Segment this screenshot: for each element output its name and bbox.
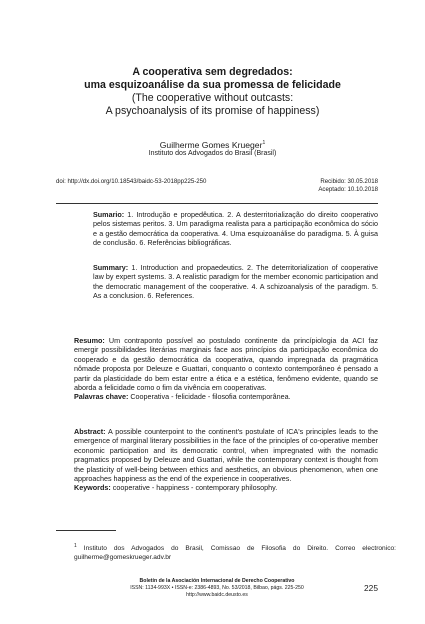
article-dates — [318, 178, 378, 194]
author-footnote-mark[interactable]: 1 — [262, 140, 266, 146]
journal-name: Boletín de la Asociación Internacional de Derecho Cooperativo — [139, 578, 295, 584]
resumo-keywords-text: Cooperativa - felicidade - filosofia contemporânea. — [128, 392, 291, 402]
journal-issn: ISSN: 1134-993X • ISSN-e: 2386-4893, No. 53/2018, Bilbao, págs. 225-250 — [130, 584, 304, 591]
received-date: Recibido: 30.05.2018 — [320, 178, 378, 185]
footnote — [56, 542, 396, 562]
summary-es — [75, 210, 378, 248]
resumo-text: Um contraponto possível ao postulado continente da princípiologia da ACI faz emergir possibilidades literárias marginais face aos princípios da participação econômica do cooperado e da gestão democrática da cooperativa, quando impregnada da pragmática nômade proposta por Deleuze e Guattari, conquanto o contexto contemporâneo é pensado a partir da plasticidade do bem estar entre a ética e a estética, fenômeno evidente, quando se aborda a felicidade como o fim da vivência em cooperativas. — [74, 336, 378, 393]
title-en-line-2: A psychoanalysis of its promise of happiness) — [105, 105, 320, 117]
abstract-keywords-label: Keywords: — [74, 483, 111, 493]
title-es-line-2: uma esquizoanálise da sua promessa de felicidade — [84, 79, 341, 91]
summary-en-text: 1. Introduction and propaedeutics. 2. The deterritorialization of cooperative law by expert systems. 3. A realistic paradigm for the member economic participation and the democratic management of the cooperative. 4. A schizoanalysis of the paradigm. 5. As a conclusion. 6. References. — [93, 263, 378, 301]
summary-es-text: 1. Introdução e propedêutica. 2. A desterritorialização do direito cooperativo pelos sistemas peritos. 3. Um paradigma realista para a participação econômica do sócio e a gestão democrática da cooperativa. 4. Uma esquizoanálise do paradigma. 5. À guisa de conclusão. 6. Referências bibliográficas. — [93, 210, 378, 248]
footnote-divider — [56, 530, 116, 531]
header-divider — [56, 203, 378, 204]
abstract-keywords-text: cooperative - happiness - contemporary philosophy. — [110, 483, 278, 493]
resumo-label: Resumo: — [74, 336, 105, 345]
title-en-line-1: (The cooperative without outcasts: — [131, 92, 294, 104]
doi-link[interactable]: doi: http://dx.doi.org/10.18543/baidc-53-2018pp225-250 — [56, 178, 207, 185]
page-number: 225 — [364, 583, 378, 593]
abstract-block — [56, 427, 378, 493]
journal-url[interactable]: http://www.baidc.deusto.es — [186, 591, 248, 598]
resumo-keywords — [56, 392, 378, 401]
summary-es-label: Sumario: — [93, 210, 125, 219]
author-affiliation: Instituto dos Advogados do Brasil (Brasil) — [148, 150, 277, 157]
accepted-date: Aceptado: 10.10.2018 — [318, 186, 378, 193]
summary-en-label: Summary: — [93, 263, 129, 272]
author-name: Guilherme Gomes Krueger — [159, 139, 263, 150]
article-title — [40, 66, 385, 118]
journal-footer — [56, 578, 378, 598]
abstract-paragraph — [56, 427, 378, 483]
abstract-text: A possible counterpoint to the continent's postulate of ICA's principles leads to the emergence of marginal literary possibilities in the face of the principles of co-operative member economic participation and its democratic control, when impregnated with the nomadic pragmatics proposed by Deleuze and Guattari, while the contemporary context is thought from the plasticity of well-being between ethics and aesthetics, an obvious phenomenon, when one approaches happiness as the end of the experience in cooperatives. — [74, 427, 378, 484]
resumo-keywords-label: Palavras chave: — [74, 392, 129, 402]
resumo-paragraph — [56, 336, 378, 392]
abstract-keywords — [56, 483, 378, 492]
footnote-text: Instituto dos Advogados do Brasil, Comissao de Filosofia do Direito. Correo electronico: guilherme@gomeskrueger.adv.br — [74, 545, 396, 561]
summary-en — [75, 263, 378, 301]
footnote-mark: 1 — [74, 543, 77, 549]
title-es-line-1: A cooperativa sem degredados: — [132, 66, 293, 78]
resumo-block — [56, 336, 378, 402]
abstract-label: Abstract: — [74, 427, 106, 436]
